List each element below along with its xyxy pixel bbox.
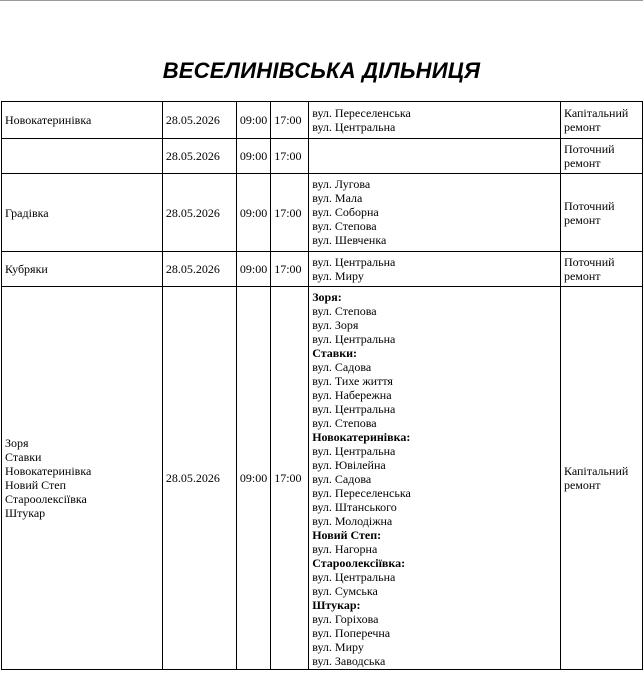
street-line: вул. Миру — [312, 269, 364, 283]
locality-cell-line: Зоря — [5, 436, 29, 450]
table-row — [2, 287, 643, 670]
settlement-heading: Новий Степ: — [312, 528, 382, 542]
end-time-cell: 17:00 — [271, 287, 309, 670]
start-time-cell: 09:00 — [236, 252, 270, 287]
locality-cell-line: Новий Степ — [5, 478, 67, 492]
locality-cell-line: Новокатеринівка — [5, 464, 92, 478]
street-line: вул. Степова — [312, 416, 377, 430]
street-line: вул. Сумська — [312, 584, 378, 598]
end-time-cell: 17:00 — [271, 252, 309, 287]
locality-cell — [2, 252, 163, 287]
locality-cell-line: Градівка — [5, 205, 49, 220]
repair-type-cell-line: Поточний — [563, 198, 615, 213]
table-row — [2, 174, 643, 252]
repair-type-cell — [560, 139, 642, 174]
repair-type-cell-line: ремонт — [563, 156, 601, 170]
table-row — [2, 102, 643, 139]
locality-cell — [2, 139, 163, 174]
locality-cell-line: Новокатеринівка — [5, 113, 92, 127]
repair-type-cell-line: ремонт — [563, 120, 601, 134]
street-line: вул. Миру — [312, 640, 364, 654]
end-time-cell: 17:00 — [271, 174, 309, 252]
street-line: вул. Степова — [312, 219, 377, 233]
top-border-line — [0, 0, 643, 1]
date-cell: 28.05.2026 — [162, 252, 236, 287]
street-line: вул. Мала — [312, 191, 363, 205]
street-line: вул. Центральна — [312, 570, 396, 584]
street-line: вул. Набережна — [312, 388, 392, 402]
streets-cell — [309, 102, 561, 139]
repair-type-cell-line: ремонт — [563, 269, 601, 283]
street-line: вул. Центральна — [312, 255, 396, 269]
street-line: вул. Шевченка — [312, 233, 387, 247]
street-line: вул. Поперечна — [312, 626, 391, 640]
table-row — [2, 252, 643, 287]
locality-cell-line: Кубряки — [5, 262, 48, 276]
street-line: вул. Тихе життя — [312, 374, 393, 388]
streets-cell — [309, 287, 561, 670]
street-line: вул. Садова — [312, 360, 372, 374]
street-line: вул. Молодіжна — [312, 514, 393, 528]
page-title: ВЕСЕЛИНІВСЬКА ДІЛЬНИЦЯ — [162, 58, 481, 83]
start-time-cell: 09:00 — [236, 102, 270, 139]
street-line: вул. Соборна — [312, 205, 379, 219]
street-line: вул. Зоря — [312, 318, 359, 332]
street-line: вул. Заводська — [312, 654, 386, 668]
repair-type-cell-line: Капітальний — [563, 106, 629, 120]
street-line: вул. Центральна — [312, 402, 396, 416]
settlement-heading: Ставки: — [312, 346, 358, 360]
repair-type-cell — [560, 252, 642, 287]
start-time-cell: 09:00 — [236, 174, 270, 252]
date-cell: 28.05.2026 — [162, 139, 236, 174]
locality-cell — [2, 287, 163, 670]
outage-schedule-table — [1, 101, 643, 670]
repair-type-cell-line: Поточний — [563, 142, 615, 156]
locality-cell-line: Староолексіївка — [5, 492, 87, 506]
street-line: вул. Переселенська — [312, 106, 411, 120]
locality-cell-line: Ставки — [5, 450, 42, 464]
streets-cell — [309, 174, 561, 252]
settlement-heading: Штукар: — [312, 598, 361, 612]
streets-cell — [309, 139, 561, 174]
street-line: вул. Штанського — [312, 500, 397, 514]
street-line: вул. Центральна — [312, 444, 396, 458]
street-line: вул. Ювілейна — [312, 458, 386, 472]
locality-cell-line: Штукар — [5, 506, 46, 520]
repair-type-cell — [560, 287, 642, 670]
street-line: вул. Горіхова — [312, 612, 379, 626]
start-time-cell: 09:00 — [236, 139, 270, 174]
repair-type-cell-line: Поточний — [563, 255, 615, 269]
date-cell: 28.05.2026 — [162, 287, 236, 670]
table-row — [2, 139, 643, 174]
street-line: вул. Лугова — [312, 177, 371, 191]
locality-cell — [2, 174, 163, 252]
street-line: вул. Нагорна — [312, 542, 378, 556]
street-line: вул. Садова — [312, 472, 372, 486]
repair-type-cell-line: ремонт — [563, 212, 601, 227]
date-cell: 28.05.2026 — [162, 174, 236, 252]
settlement-heading: Староолексіївка: — [312, 556, 406, 570]
end-time-cell: 17:00 — [271, 102, 309, 139]
repair-type-cell-line: Капітальний — [563, 464, 629, 478]
street-line: вул. Степова — [312, 304, 377, 318]
repair-type-cell — [560, 102, 642, 139]
settlement-heading: Новокатеринівка: — [312, 430, 411, 444]
street-line: вул. Центральна — [312, 332, 396, 346]
end-time-cell: 17:00 — [271, 139, 309, 174]
start-time-cell: 09:00 — [236, 287, 270, 670]
locality-cell — [2, 102, 163, 139]
streets-cell — [309, 252, 561, 287]
repair-type-cell — [560, 174, 642, 252]
settlement-heading: Зоря: — [312, 290, 342, 304]
date-cell: 28.05.2026 — [162, 102, 236, 139]
repair-type-cell-line: ремонт — [563, 478, 601, 492]
street-line: вул. Переселенська — [312, 486, 411, 500]
street-line: вул. Центральна — [312, 120, 396, 134]
